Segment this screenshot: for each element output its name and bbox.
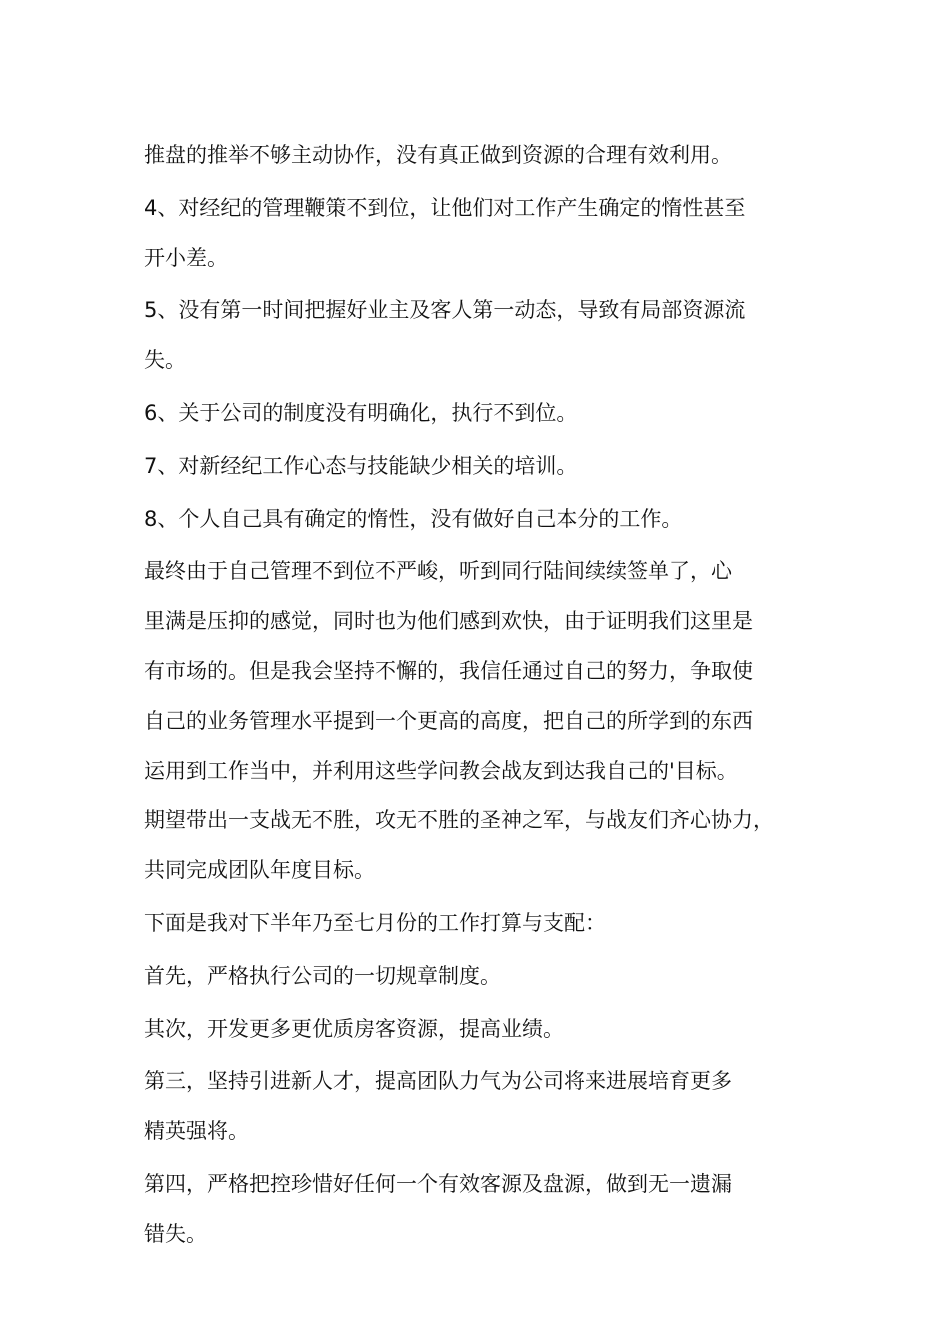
- paragraph-plan-third: 第三，坚持引进新人才，提高团队力气为公司将来进展培育更多 精英强将。: [144, 1069, 732, 1144]
- paragraph-plan-second: 其次，开发更多更优质房客资源，提高业绩。: [144, 1016, 564, 1041]
- paragraph-continuation: 推盘的推举不够主动协作，没有真正做到资源的合理有效利用。: [144, 143, 732, 167]
- document-body: [144, 131, 824, 1260]
- paragraph-plan-first: 首先，严格执行公司的一切规章制度。: [144, 963, 501, 988]
- paragraph-plan-intro: 下面是我对下半年乃至七月份的工作打算与支配：: [144, 910, 606, 935]
- paragraph-plan-fourth: 第四，严格把控珍惜好任何一个有效客源及盘源，做到无一遗漏 错失。: [144, 1171, 732, 1246]
- paragraph-item-5: 5、没有第一时间把握好业主及客人第一动态，导致有局部资源流 失。: [144, 298, 746, 373]
- paragraph-item-4: 4、对经纪的管理鞭策不到位，让他们对工作产生确定的惰性甚至 开小差。: [144, 195, 746, 270]
- paragraph-item-6: 6、关于公司的制度没有明确化，执行不到位。: [144, 400, 578, 425]
- paragraph-item-8: 8、个人自己具有确定的惰性，没有做好自己本分的工作。: [144, 506, 683, 531]
- paragraph-item-7: 7、对新经纪工作心态与技能缺少相关的培训。: [144, 453, 578, 478]
- paragraph-reflection: 最终由于自己管理不到位不严峻，听到同行陆间续续签单了，心 里满是压抑的感觉，同时也为他们感到欢快，由于证明我们这里是 有市场的。但是我会坚持不懈的，我信任通过自己的努力，争取使 自己的业务管理水平提到一个更高的高度，把自己的所学到的东西 运用到工作当中，并利用这些学问教会战友到达我自己的'目标。 期望带出一支战无不胜，攻无不胜的圣神之军，与战友们齐心协力， 共同完成团队年度目标。: [144, 559, 774, 883]
